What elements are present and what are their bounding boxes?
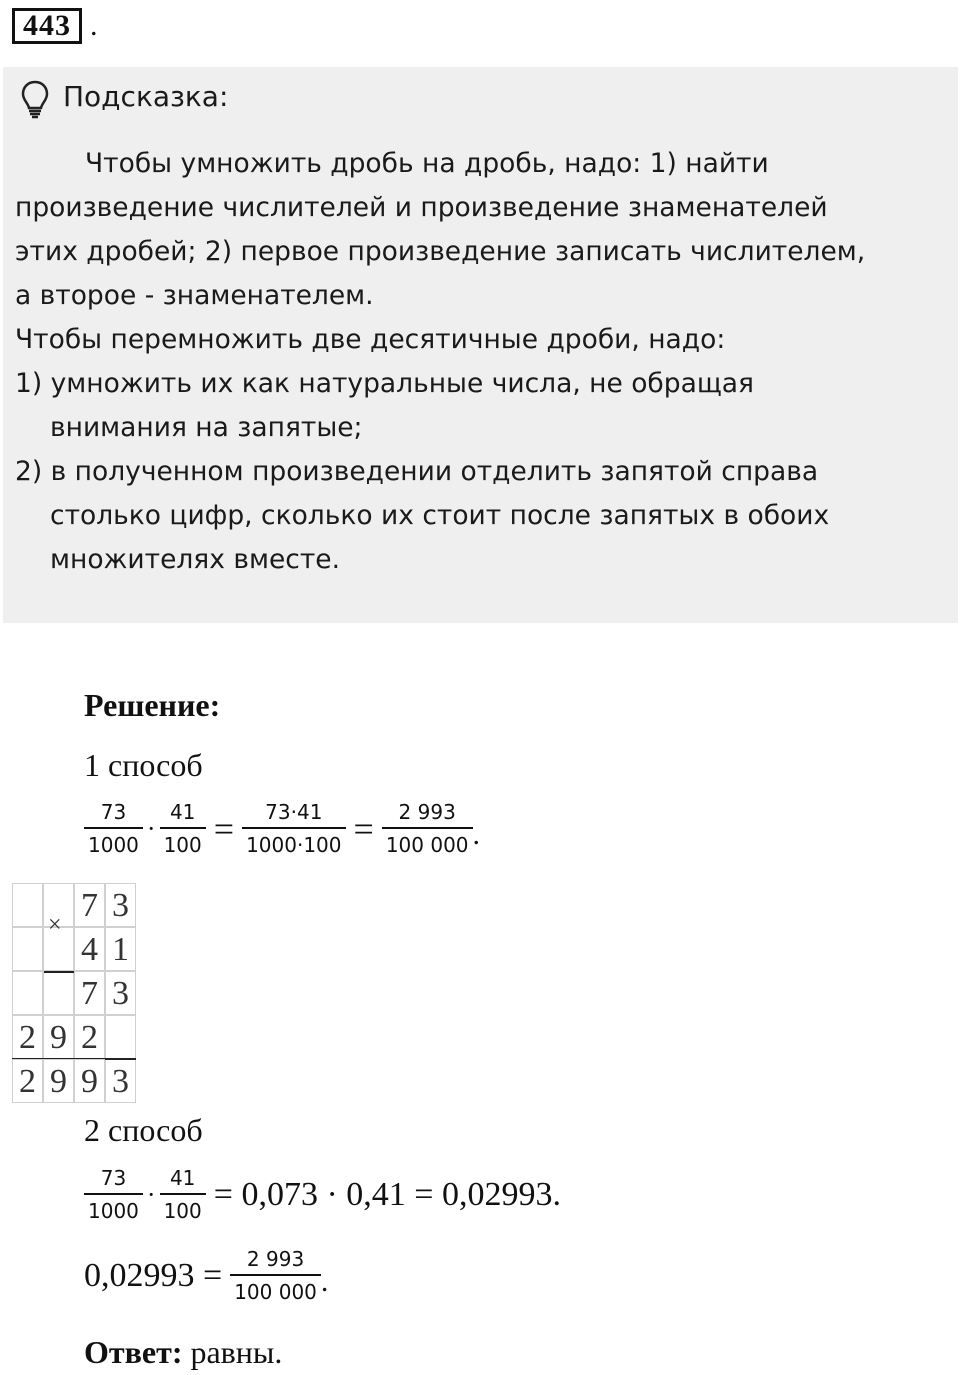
hint-line: столько цифр, сколько их стоит после запятых в обоих (50, 500, 830, 531)
lightbulb-icon (19, 79, 51, 119)
fraction: $\frac{73}{1000}$ (84, 800, 143, 857)
digit-cell: 3 (105, 883, 136, 927)
digit-cell: 7 (74, 883, 105, 927)
hint-line: Чтобы перемножить две десятичные дроби, надо: (15, 324, 726, 355)
times-sign: × (48, 912, 62, 938)
digit-cell: 4 (74, 927, 105, 971)
digit-cell (12, 883, 43, 927)
digit-cell: 7 (74, 971, 105, 1015)
fraction: $\frac{73}{1000}$ (84, 1166, 143, 1223)
digit-cell (12, 927, 43, 971)
digit-cell: 9 (74, 1059, 105, 1103)
hint-line: этих дробей; 2) первое произведение записать числителем, (15, 236, 866, 267)
solution-heading: Решение: (84, 687, 221, 723)
equation-2: $\frac{73}{1000}$ · $\frac{41}{100}$ = 0,073 · 0,41 = 0,02993. (84, 1166, 569, 1223)
problem-number: 443 (12, 8, 82, 44)
equation-3: 0,02993 = $\frac{2 993}{100 000}$ . (84, 1247, 329, 1304)
hint-line: 1) умножить их как натуральные числа, не обращая (15, 368, 754, 399)
digit-cell: 2 (12, 1059, 43, 1103)
digit-cell (43, 971, 74, 1015)
digit-cell: 9 (43, 1015, 74, 1059)
hint-line: множителях вместе. (50, 544, 340, 575)
hint-line: Чтобы умножить дробь на дробь, надо: 1) найти (85, 148, 769, 179)
fraction: $\frac{2 993}{100 000}$ (382, 800, 473, 857)
hint-line: 2) в полученном произведении отделить запятой справа (15, 456, 819, 487)
digit-cell: 2 (74, 1015, 105, 1059)
answer-text: равны. (182, 1334, 283, 1370)
method-1-label: 1 способ (84, 747, 203, 783)
problem-number-dot: . (90, 9, 98, 42)
hint-line: произведение числителей и произведение знаменателей (15, 192, 828, 223)
fraction: $\frac{41}{100}$ (160, 1166, 206, 1223)
method-2-label: 2 способ (84, 1112, 203, 1148)
digit-cell: 9 (43, 1059, 74, 1103)
equation-1: $\frac{73}{1000}$ · $\frac{41}{100}$ = $\frac{73\cdot 41}{1000\cdot 100}$ = $\frac{2 993}{100 000}$ . (84, 800, 480, 857)
fraction: $\frac{73\cdot 41}{1000\cdot 100}$ (242, 800, 345, 857)
hint-line: а второе - знаменателем. (15, 280, 374, 311)
answer-label: Ответ: (84, 1334, 183, 1370)
underline (44, 971, 74, 973)
digit-cell (105, 1015, 136, 1059)
digit-cell: 3 (105, 971, 136, 1015)
digit-cell: 2 (12, 1015, 43, 1059)
fraction: $\frac{41}{100}$ (160, 800, 206, 857)
hint-line: внимания на запятые; (50, 412, 363, 443)
digit-cell: 1 (105, 927, 136, 971)
hint-panel (3, 67, 958, 623)
hint-title: Подсказка: (63, 80, 229, 113)
digit-cell (12, 971, 43, 1015)
digit-cell: 3 (105, 1059, 136, 1103)
sum-line (12, 1058, 136, 1059)
answer (84, 1332, 282, 1372)
fraction: $\frac{2 993}{100 000}$ (230, 1247, 321, 1304)
